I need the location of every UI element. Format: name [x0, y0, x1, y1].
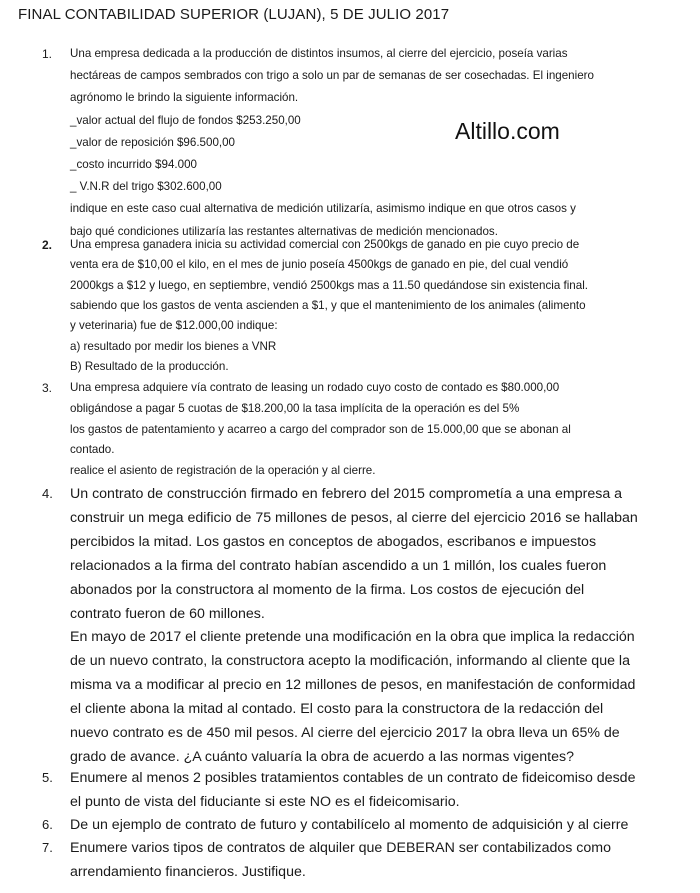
- question-text-line: Enumere varios tipos de contratos de alquiler que DEBERAN ser contabilizados como: [70, 840, 611, 856]
- question-text-line: agrónomo le brindo la siguiente información.: [70, 91, 299, 105]
- question-text-line: obligándose a pagar 5 cuotas de $18.200,00 la tasa implícita de la operación es del 5%: [70, 401, 520, 415]
- question-text-line: contrato fueron de 60 millones.: [70, 605, 265, 622]
- question-text-line: percibidos la mitad. Los gastos en conceptos de abogados, escribanos e impuestos: [70, 533, 597, 550]
- question-text-line: De un ejemplo de contrato de futuro y contabilícelo al momento de adquisición y al cierre: [70, 817, 629, 833]
- question-text-line: grado de avance. ¿A cuánto valuaría la obra de acuerdo a las normas vigentes?: [70, 748, 574, 765]
- question-text-line: Una empresa dedicada a la producción de distintos insumos, al cierre del ejercicio, poseía varias: [70, 47, 568, 60]
- question-text-line: Enumere al menos 2 posibles tratamientos contables de un contrato de fideicomiso desde: [70, 770, 636, 786]
- question-text-line: y veterinaria) fue de $12.000,00 indique:: [70, 319, 278, 333]
- question-text-line: B) Resultado de la producción.: [70, 359, 229, 373]
- question-text-line: Un contrato de construcción firmado en febrero del 2015 comprometía a una empresa a: [70, 486, 623, 502]
- question-text-line: 2000kgs a $12 y luego, en septiembre, vendió 2500kgs mas a 11.50 quedándose sin existencia final.: [70, 278, 588, 292]
- question-text-line: a) resultado por medir los bienes a VNR: [70, 339, 277, 353]
- question-text-line: _valor actual del flujo de fondos $253.250,00: [70, 113, 301, 127]
- question-number: 6.: [42, 817, 53, 832]
- question-text-line: venta era de $10,00 el kilo, en el mes de junio poseía 4500kgs de ganado en pie, del cual vendió: [70, 258, 569, 272]
- question-text-line: indique en este caso cual alternativa de medición utilizaría, asimismo indique en que otros casos y: [70, 202, 576, 216]
- question-text-line: sabiendo que los gastos de venta ascienden a $1, y que el mantenimiento de los animales (alimento: [70, 298, 586, 312]
- question-text-line: realice el asiento de registración de la operación y al cierre.: [70, 464, 376, 478]
- question-text-line: nuevo contrato es de 450 mil pesos. Al cierre del ejercicio 2017 la obra lleva un 65% de: [70, 725, 620, 741]
- question-text-line: contado.: [70, 443, 115, 457]
- question-number: 3.: [42, 381, 53, 395]
- question-text-line: relacionados a la firma del contrato habían ascendido a un 1 millón, los cuales fueron: [70, 557, 607, 574]
- question-text-line: _valor de reposición $96.500,00: [70, 135, 236, 149]
- question-text-line: misma va a modificar al precio en 12 millones de pesos, en manifestación de conformidad: [70, 677, 636, 694]
- question-text-line: hectáreas de campos sembrados con trigo a solo un par de semanas de ser cosechadas. El ingeniero: [70, 69, 594, 83]
- question-number: 7.: [42, 840, 53, 855]
- question-text-line: abonados por la constructora al momento de la firma. Los costos de ejecución del: [70, 581, 585, 598]
- question-text-line: Una empresa adquiere vía contrato de leasing un rodado cuyo costo de contado es $80.000,00: [70, 381, 560, 394]
- question-text-line: el cliente abona la mitad al contado. El costo para la constructora de la redacción del: [70, 701, 604, 718]
- question-text-line: _costo incurrido $94.000: [70, 158, 197, 171]
- question-number: 4.: [42, 486, 53, 501]
- question-number: 2.: [42, 238, 53, 252]
- question-text-line: Una empresa ganadera inicia su actividad comercial con 2500kgs de ganado en pie cuyo precio de: [70, 238, 580, 251]
- exam-title: FINAL CONTABILIDAD SUPERIOR (LUJAN), 5 DE JULIO 2017: [18, 6, 450, 23]
- question-text-line: los gastos de patentamiento y acarreo a cargo del comprador son de 15.000,00 que se abonan al: [70, 422, 571, 436]
- question-text-line: bajo qué condiciones utilizaría las restantes alternativas de medición mencionados.: [70, 224, 498, 238]
- question-text-line: En mayo de 2017 el cliente pretende una modificación en la obra que implica la redacción: [70, 629, 635, 646]
- question-text-line: de un nuevo contrato, la constructora acepto la modificación, informando al cliente que la: [70, 653, 630, 670]
- question-text-line: arrendamiento financieros. Justifique.: [70, 863, 306, 880]
- question-text-line: construir un mega edificio de 75 millones de pesos, al cierre del ejercicio 2016 se hallaban: [70, 509, 638, 526]
- question-text-line: el punto de vista del fiduciante si este NO es el fideicomisario.: [70, 793, 460, 810]
- question-number: 5.: [42, 770, 53, 785]
- question-number: 1.: [42, 47, 53, 61]
- watermark: Altillo.com: [455, 118, 560, 144]
- question-text-line: _ V.N.R del trigo $302.600,00: [70, 180, 222, 194]
